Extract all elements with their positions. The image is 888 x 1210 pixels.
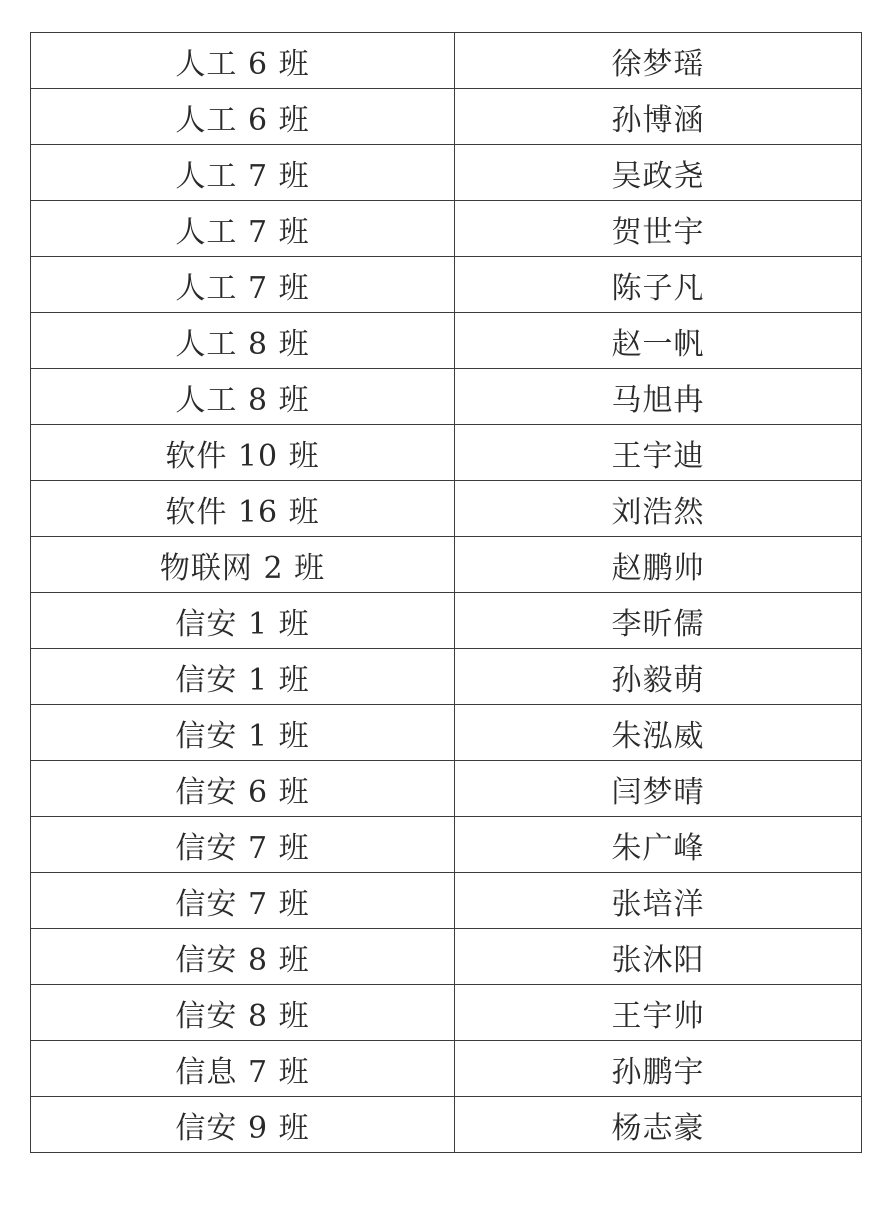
table-row: [31, 537, 862, 593]
class-cell: 信安 7 班: [31, 817, 455, 873]
table-row: [31, 873, 862, 929]
table-row: [31, 1041, 862, 1097]
name-cell: 徐梦瑶: [455, 33, 862, 89]
table-row: [31, 1097, 862, 1153]
class-cell: 人工 7 班: [31, 201, 455, 257]
table-row: [31, 201, 862, 257]
class-cell: 人工 8 班: [31, 369, 455, 425]
table-row: [31, 817, 862, 873]
class-cell: 人工 7 班: [31, 145, 455, 201]
table-row: [31, 89, 862, 145]
table-row: [31, 369, 862, 425]
name-cell: 朱泓威: [455, 705, 862, 761]
name-cell: 张培洋: [455, 873, 862, 929]
table-row: [31, 593, 862, 649]
table-row: [31, 761, 862, 817]
table-row: [31, 313, 862, 369]
name-cell: 赵鹏帅: [455, 537, 862, 593]
name-cell: 孙鹏宇: [455, 1041, 862, 1097]
name-cell: 孙毅萌: [455, 649, 862, 705]
name-cell: 马旭冉: [455, 369, 862, 425]
name-cell: 王宇迪: [455, 425, 862, 481]
class-cell: 信安 1 班: [31, 649, 455, 705]
table-row: [31, 649, 862, 705]
name-cell: 孙博涵: [455, 89, 862, 145]
class-cell: 信安 7 班: [31, 873, 455, 929]
class-cell: 人工 8 班: [31, 313, 455, 369]
class-cell: 信安 8 班: [31, 929, 455, 985]
name-cell: 李昕儒: [455, 593, 862, 649]
name-cell: 贺世宇: [455, 201, 862, 257]
table-row: [31, 985, 862, 1041]
table-row: [31, 705, 862, 761]
name-cell: 杨志豪: [455, 1097, 862, 1153]
name-cell: 刘浩然: [455, 481, 862, 537]
table-row: [31, 145, 862, 201]
class-cell: 信安 6 班: [31, 761, 455, 817]
name-cell: 吴政尧: [455, 145, 862, 201]
class-cell: 信安 1 班: [31, 593, 455, 649]
class-cell: 信安 8 班: [31, 985, 455, 1041]
name-cell: 陈子凡: [455, 257, 862, 313]
name-cell: 朱广峰: [455, 817, 862, 873]
name-cell: 张沐阳: [455, 929, 862, 985]
roster-table: [30, 32, 862, 1153]
table-row: [31, 481, 862, 537]
table-row: [31, 425, 862, 481]
class-cell: 人工 6 班: [31, 89, 455, 145]
class-cell: 信安 9 班: [31, 1097, 455, 1153]
name-cell: 闫梦晴: [455, 761, 862, 817]
class-cell: 信安 1 班: [31, 705, 455, 761]
class-cell: 人工 7 班: [31, 257, 455, 313]
name-cell: 王宇帅: [455, 985, 862, 1041]
class-cell: 物联网 2 班: [31, 537, 455, 593]
table-row: [31, 257, 862, 313]
class-cell: 信息 7 班: [31, 1041, 455, 1097]
class-cell: 人工 6 班: [31, 33, 455, 89]
class-cell: 软件 10 班: [31, 425, 455, 481]
roster-sheet: [30, 32, 859, 1153]
table-row: [31, 33, 862, 89]
class-cell: 软件 16 班: [31, 481, 455, 537]
table-row: [31, 929, 862, 985]
name-cell: 赵一帆: [455, 313, 862, 369]
